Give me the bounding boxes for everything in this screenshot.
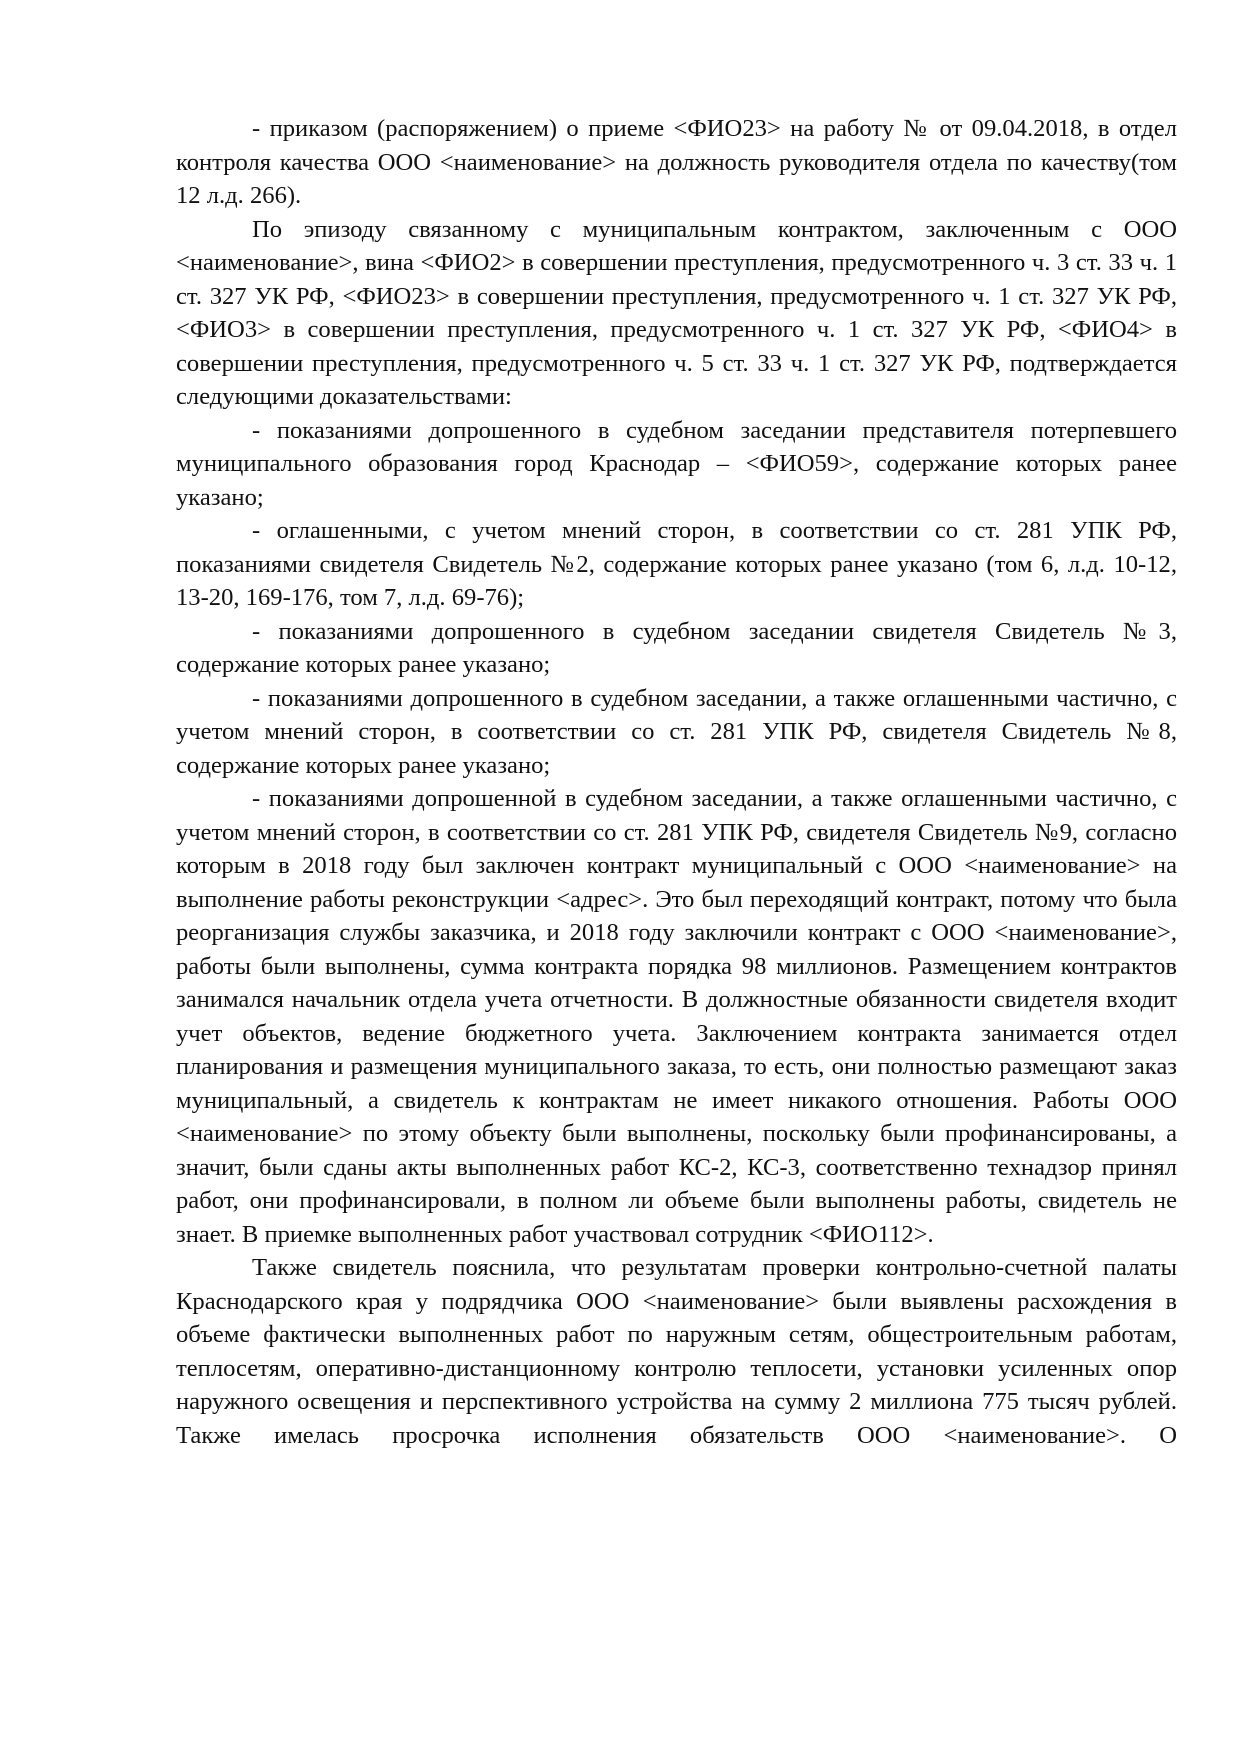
paragraph-audit-findings: Также свидетель пояснила, что результатам проверки контрольно-счетной палаты Краснодарского края у подрядчика ООО <наименование> были выявлены расхождения в объеме фактически выполненных работ по наружным сетям, общестроительным работам, теплосетям, оперативно-дистанционному контролю теплосети, установки усиленных опор наружного освещения и перспективного устройства на сумму 2 миллиона 775 тысяч рублей. Также имелась просрочка исполнения обязательств ООО <наименование>. О xyxy=(176,1254,1177,1449)
paragraph-testimony-representative: - показаниями допрошенного в судебном заседании представителя потерпевшего муниципального образования город Краснодар – <ФИО59>, содержание которых ранее указано; xyxy=(176,416,1177,511)
paragraph-episode-intro: По эпизоду связанному с муниципальным контрактом, заключенным с ООО <наименование>, вина <ФИО2> в совершении преступления, предусмотренного ч. 3 ст. 33 ч. 1 ст. 327 УК РФ, <ФИО23> в совершении преступления, предусмотренного ч. 1 ст. 327 УК РФ, <ФИО3> в совершении преступления, предусмотренного ч. 1 ст. 327 УК РФ, <ФИО4> в совершении преступления, предусмотренного ч. 5 ст. 33 ч. 1 ст. 327 УК РФ, подтверждается следующими доказательствами: xyxy=(176,215,1177,410)
paragraph-testimony-witness-2: - оглашенными, с учетом мнений сторон, в соответствии со ст. 281 УПК РФ, показаниями свидетеля Свидетель №2, содержание которых ранее указано (том 6, л.д. 10-12, 13-20, 169-176, том 7, л.д. 69-76); xyxy=(176,517,1177,611)
paragraph-order-reference: - приказом (распоряжением) о приеме <ФИО23> на работу № от 09.04.2018, в отдел контроля качества ООО <наименование> на должность руководителя отдела по качеству(том 12 л.д. 266). xyxy=(176,115,1177,209)
paragraph-testimony-witness-8: - показаниями допрошенного в судебном заседании, а также оглашенными частично, с учетом мнений сторон, в соответствии со ст. 281 УПК РФ, свидетеля Свидетель №8, содержание которых ранее указано; xyxy=(176,684,1177,779)
paragraph-testimony-witness-3: - показаниями допрошенного в судебном заседании свидетеля Свидетель №3, содержание которых ранее указано; xyxy=(176,617,1177,678)
paragraph-testimony-witness-9: - показаниями допрошенной в судебном заседании, а также оглашенными частично, с учетом мнений сторон, в соответствии со ст. 281 УПК РФ, свидетеля Свидетель №9, согласно которым в 2018 году был заключен контракт муниципальный с ООО <наименование> на выполнение работы реконструкции <адрес>. Это был переходящий контракт, потому что была реорганизация службы заказчика, и 2018 году заключили контракт с ООО <наименование>, работы были выполнены, сумма контракта порядка 98 миллионов. Размещением контрактов занимался начальник отдела учета отчетности. В должностные обязанности свидетеля входит учет объектов, ведение бюджетного учета. Заключением контракта занимается отдел планирования и размещения муниципального заказа, то есть, они полностью размещают заказ муниципальный, а свидетель к контрактам не имеет никакого отношения. Работы ООО <наименование> по этому объекту были выполнены, поскольку были профинансированы, а значит, были сданы акты выполненных работ КС-2, КС-3, соответственно технадзор принял работ, они профинансировали, в полном ли объеме были выполнены работы, свидетель не знает. В приемке выполненных работ участвовал сотрудник <ФИО112>. xyxy=(176,785,1177,1248)
document-page xyxy=(176,112,1177,1452)
